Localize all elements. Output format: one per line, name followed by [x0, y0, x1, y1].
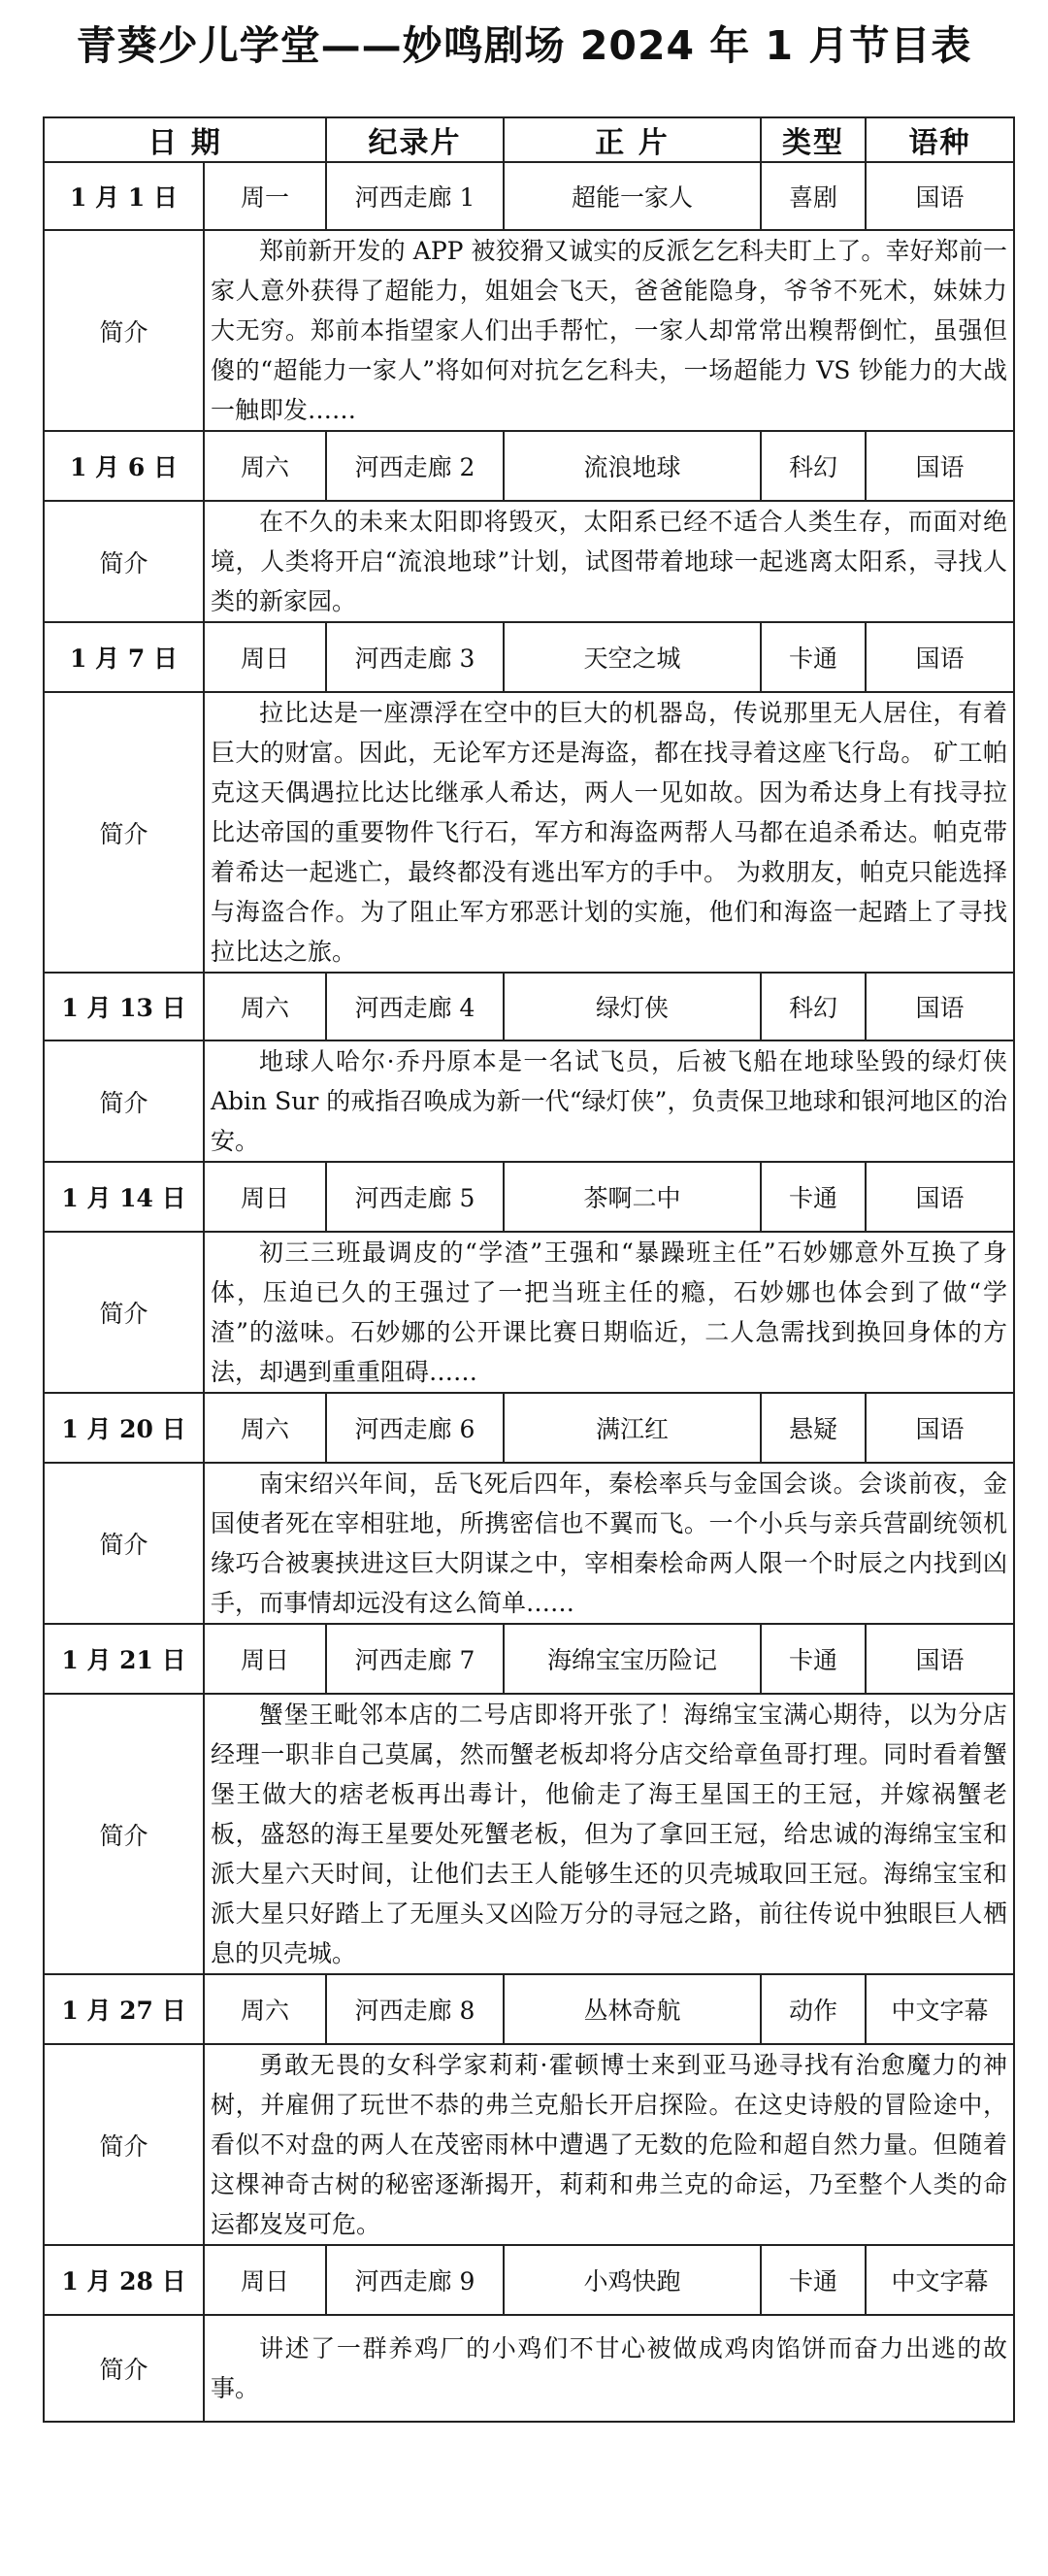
genre-cell: 卡通 [761, 1624, 866, 1694]
date-cell: 1 月 7 日 [44, 622, 204, 692]
schedule-row [44, 2245, 1014, 2315]
intro-row [44, 1694, 1014, 1974]
header-row [44, 117, 1014, 162]
date-cell: 1 月 21 日 [44, 1624, 204, 1694]
weekday-cell: 周六 [204, 973, 326, 1040]
intro-row [44, 1232, 1014, 1393]
weekday-cell: 周六 [204, 1974, 326, 2044]
intro-label: 简介 [44, 230, 204, 431]
genre-cell: 科幻 [761, 431, 866, 501]
intro-row [44, 692, 1014, 973]
documentary-cell: 河西走廊 3 [326, 622, 504, 692]
film-title-cell: 满江红 [504, 1393, 761, 1463]
intro-cell [204, 1040, 1014, 1162]
weekday-cell: 周日 [204, 622, 326, 692]
intro-label: 简介 [44, 1232, 204, 1393]
intro-text: 南宋绍兴年间，岳飞死后四年，秦桧率兵与金国会谈。会谈前夜，金国使者死在宰相驻地，所携密信也不翼而飞。一个小兵与亲兵营副统领机缘巧合被裹挟进这巨大阴谋之中，宰相秦桧命两人限一个时辰之内找到凶手，而事情却远没有这么简单…… [211, 1470, 1008, 1617]
intro-row [44, 1463, 1014, 1624]
weekday-cell: 周日 [204, 2245, 326, 2315]
weekday-cell: 周日 [204, 1162, 326, 1232]
intro-cell [204, 501, 1014, 622]
intro-row [44, 230, 1014, 431]
genre-cell: 卡通 [761, 1162, 866, 1232]
film-title-cell: 绿灯侠 [504, 973, 761, 1040]
intro-cell [204, 2044, 1014, 2245]
documentary-cell: 河西走廊 6 [326, 1393, 504, 1463]
date-cell: 1 月 1 日 [44, 162, 204, 230]
documentary-cell: 河西走廊 2 [326, 431, 504, 501]
intro-text: 地球人哈尔·乔丹原本是一名试飞员，后被飞船在地球坠毁的绿灯侠 Abin Sur 的戒指召唤成为新一代“绿灯侠”，负责保卫地球和银河地区的治安。 [211, 1047, 1008, 1155]
intro-row [44, 501, 1014, 622]
intro-text: 郑前新开发的 APP 被狡猾又诚实的反派乞乞科夫盯上了。幸好郑前一家人意外获得了超能力，姐姐会飞天，爸爸能隐身，爷爷不死术，妹妹力大无穷。郑前本指望家人们出手帮忙，一家人却常常出糗帮倒忙，虽强但傻的“超能力一家人”将如何对抗乞乞科夫，一场超能力 VS 钞能力的大战一触即发…… [211, 237, 1008, 424]
schedule-row [44, 622, 1014, 692]
genre-cell: 卡通 [761, 2245, 866, 2315]
documentary-cell: 河西走廊 9 [326, 2245, 504, 2315]
documentary-cell: 河西走廊 8 [326, 1974, 504, 2044]
film-title-cell: 天空之城 [504, 622, 761, 692]
genre-cell: 卡通 [761, 622, 866, 692]
intro-label: 简介 [44, 692, 204, 973]
intro-row [44, 2044, 1014, 2245]
language-cell: 国语 [866, 162, 1014, 230]
intro-row [44, 1040, 1014, 1162]
weekday-cell: 周一 [204, 162, 326, 230]
date-cell: 1 月 13 日 [44, 973, 204, 1040]
intro-row [44, 2315, 1014, 2422]
language-cell: 国语 [866, 1624, 1014, 1694]
schedule-row [44, 1393, 1014, 1463]
genre-cell: 悬疑 [761, 1393, 866, 1463]
film-title-cell: 超能一家人 [504, 162, 761, 230]
genre-cell: 动作 [761, 1974, 866, 2044]
language-cell: 国语 [866, 973, 1014, 1040]
language-cell: 国语 [866, 622, 1014, 692]
intro-text: 在不久的未来太阳即将毁灭，太阳系已经不适合人类生存，而面对绝境，人类将开启“流浪地球”计划，试图带着地球一起逃离太阳系，寻找人类的新家园。 [211, 508, 1008, 615]
intro-cell [204, 1694, 1014, 1974]
schedule-row [44, 1624, 1014, 1694]
date-cell: 1 月 27 日 [44, 1974, 204, 2044]
intro-label: 简介 [44, 501, 204, 622]
header-language: 语种 [866, 117, 1014, 162]
intro-cell [204, 692, 1014, 973]
page-title: 青葵少儿学堂——妙鸣剧场 2024 年 1 月节目表 [76, 22, 972, 69]
schedule-row [44, 973, 1014, 1040]
schedule-table [43, 116, 1015, 2423]
date-cell: 1 月 20 日 [44, 1393, 204, 1463]
film-title-cell: 小鸡快跑 [504, 2245, 761, 2315]
header-genre: 类型 [761, 117, 866, 162]
intro-label: 简介 [44, 2044, 204, 2245]
intro-cell [204, 2315, 1014, 2422]
weekday-cell: 周六 [204, 1393, 326, 1463]
documentary-cell: 河西走廊 1 [326, 162, 504, 230]
schedule-row [44, 431, 1014, 501]
language-cell: 中文字幕 [866, 2245, 1014, 2315]
schedule-row [44, 1974, 1014, 2044]
documentary-cell: 河西走廊 5 [326, 1162, 504, 1232]
film-title-cell: 茶啊二中 [504, 1162, 761, 1232]
film-title-cell: 丛林奇航 [504, 1974, 761, 2044]
schedule-row [44, 1162, 1014, 1232]
intro-text: 拉比达是一座漂浮在空中的巨大的机器岛，传说那里无人居住，有着巨大的财富。因此，无论军方还是海盗，都在找寻着这座飞行岛。 矿工帕克这天偶遇拉比达比继承人希达，两人一见如故。因为希达身上有找寻拉比达帝国的重要物件飞行石，军方和海盗两帮人马都在追杀希达。帕克带着希达一起逃亡，最终都没有逃出军方的手中。 为救朋友，帕克只能选择与海盗合作。为了阻止军方邪恶计划的实施，他们和海盗一起踏上了寻找拉比达之旅。 [211, 699, 1008, 966]
intro-text: 讲述了一群养鸡厂的小鸡们不甘心被做成鸡肉馅饼而奋力出逃的故事。 [211, 2334, 1008, 2402]
language-cell: 国语 [866, 1162, 1014, 1232]
intro-label: 简介 [44, 1463, 204, 1624]
header-feature-film: 正 片 [504, 117, 761, 162]
intro-text: 勇敢无畏的女科学家莉莉·霍顿博士来到亚马逊寻找有治愈魔力的神树，并雇佣了玩世不恭的弗兰克船长开启探险。在这史诗般的冒险途中，看似不对盘的两人在茂密雨林中遭遇了无数的危险和超自然力量。但随着这棵神奇古树的秘密逐渐揭开，莉莉和弗兰克的命运，乃至整个人类的命运都岌岌可危。 [211, 2051, 1008, 2238]
intro-label: 简介 [44, 1694, 204, 1974]
intro-label: 简介 [44, 1040, 204, 1162]
intro-cell [204, 1232, 1014, 1393]
intro-text: 初三三班最调皮的“学渣”王强和“暴躁班主任”石妙娜意外互换了身体，压迫已久的王强过了一把当班主任的瘾，石妙娜也体会到了做“学渣”的滋味。石妙娜的公开课比赛日期临近，二人急需找到换回身体的方法，却遇到重重阻碍…… [211, 1238, 1008, 1386]
intro-cell [204, 1463, 1014, 1624]
header-documentary: 纪录片 [326, 117, 504, 162]
intro-label: 简介 [44, 2315, 204, 2422]
weekday-cell: 周六 [204, 431, 326, 501]
language-cell: 中文字幕 [866, 1974, 1014, 2044]
header-date: 日 期 [44, 117, 326, 162]
film-title-cell: 海绵宝宝历险记 [504, 1624, 761, 1694]
date-cell: 1 月 28 日 [44, 2245, 204, 2315]
documentary-cell: 河西走廊 4 [326, 973, 504, 1040]
intro-cell [204, 230, 1014, 431]
date-cell: 1 月 14 日 [44, 1162, 204, 1232]
documentary-cell: 河西走廊 7 [326, 1624, 504, 1694]
schedule-row [44, 162, 1014, 230]
language-cell: 国语 [866, 1393, 1014, 1463]
language-cell: 国语 [866, 431, 1014, 501]
date-cell: 1 月 6 日 [44, 431, 204, 501]
intro-text: 蟹堡王毗邻本店的二号店即将开张了！海绵宝宝满心期待，以为分店经理一职非自己莫属，然而蟹老板却将分店交给章鱼哥打理。同时看着蟹堡王做大的痞老板再出毒计，他偷走了海王星国王的王冠，并嫁祸蟹老板，盛怒的海王星要处死蟹老板，但为了拿回王冠，给忠诚的海绵宝宝和派大星六天时间，让他们去王人能够生还的贝壳城取回王冠。海绵宝宝和派大星只好踏上了无厘头又凶险万分的寻冠之路，前往传说中独眼巨人栖息的贝壳城。 [211, 1701, 1008, 1967]
film-title-cell: 流浪地球 [504, 431, 761, 501]
weekday-cell: 周日 [204, 1624, 326, 1694]
genre-cell: 喜剧 [761, 162, 866, 230]
genre-cell: 科幻 [761, 973, 866, 1040]
